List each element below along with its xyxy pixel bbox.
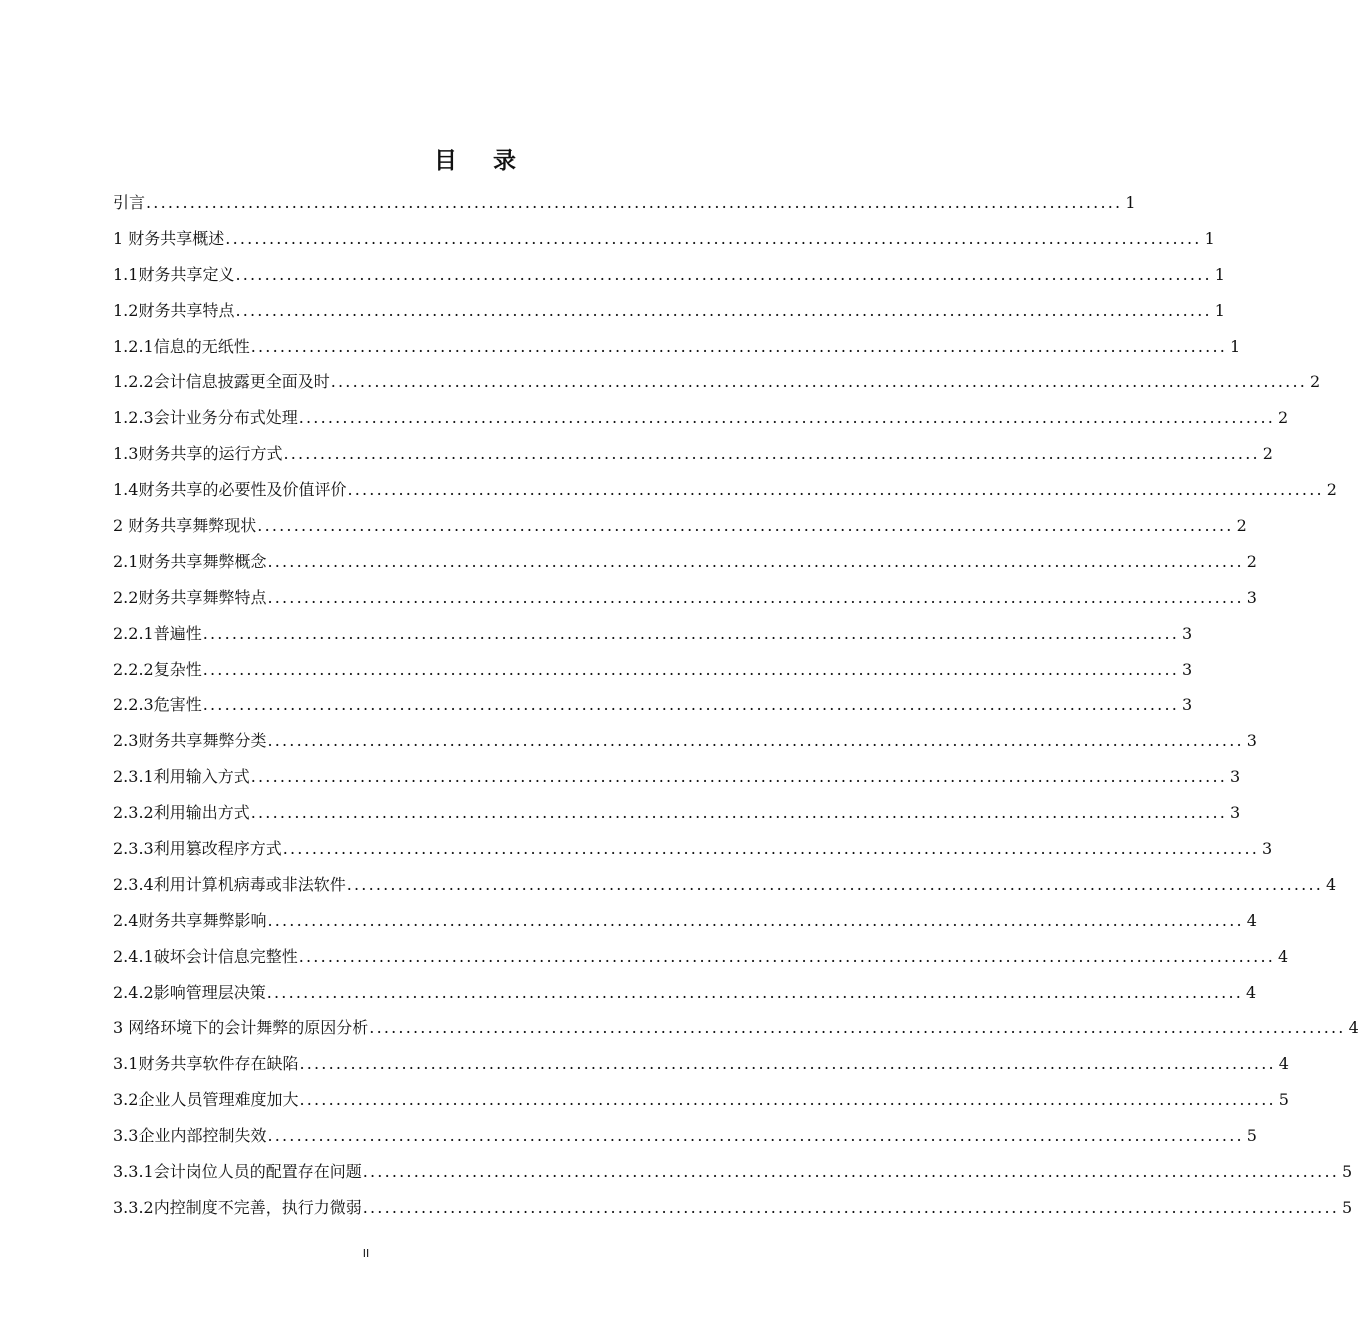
toc-entry[interactable] (113, 800, 1241, 836)
toc-entry[interactable] (113, 585, 1257, 621)
toc-entry-title: 2.3.3利用篡改程序方式 (113, 839, 282, 859)
toc-leader-dots: ...................................................................................................................................... (362, 1162, 1340, 1182)
toc-leader-dots: ...................................................................................................................................... (267, 1126, 1244, 1146)
toc-entry[interactable] (113, 334, 1241, 370)
toc-entry[interactable] (113, 405, 1289, 441)
toc-entry-title: 2.4.1破坏会计信息完整性 (113, 946, 298, 966)
toc-entry[interactable] (113, 1051, 1289, 1087)
table-of-contents (113, 190, 1359, 1231)
toc-entry-page-number: 4 (1278, 946, 1289, 966)
toc-entry-title: 3.2企业人员管理难度加大 (113, 1090, 299, 1110)
toc-entry-title: 2.2财务共享舞弊特点 (113, 587, 267, 607)
toc-entry-page-number: 4 (1246, 982, 1257, 1002)
toc-entry[interactable] (113, 908, 1257, 944)
toc-entry[interactable] (113, 872, 1337, 908)
toc-entry-title: 3.3.2内控制度不完善，执行力微弱 (113, 1197, 362, 1217)
toc-entry-page-number: 5 (1278, 1090, 1289, 1110)
toc-entry[interactable] (113, 1015, 1359, 1051)
toc-entry[interactable] (113, 549, 1257, 585)
toc-entry-page-number: 3 (1246, 587, 1257, 607)
toc-entry-page-number: 1 (1230, 336, 1241, 356)
toc-leader-dots: ...................................................................................................................................... (267, 551, 1244, 571)
toc-leader-dots: ...................................................................................................................................... (298, 946, 1276, 966)
toc-entry[interactable] (113, 477, 1337, 513)
toc-entry-title: 2.3.1利用输入方式 (113, 767, 250, 787)
toc-entry[interactable] (113, 836, 1273, 872)
toc-entry-title: 引言 (113, 193, 146, 212)
toc-entry[interactable] (113, 764, 1241, 800)
toc-entry-title: 1.3财务共享的运行方式 (113, 444, 283, 464)
toc-entry-page-number: 4 (1278, 1054, 1289, 1074)
toc-entry-page-number: 2 (1262, 444, 1273, 464)
toc-entry-title: 1.2财务共享特点 (113, 300, 235, 320)
toc-leader-dots: ...................................................................................................................................... (267, 587, 1244, 607)
toc-entry-title: 2.2.2复杂性 (113, 659, 202, 679)
toc-entry-title: 2.3.4利用计算机病毒或非法软件 (113, 874, 346, 894)
toc-leader-dots: ...................................................................................................................................... (299, 1090, 1276, 1110)
toc-leader-dots: ...................................................................................................................................... (346, 874, 1324, 894)
toc-entry-page-number: 3 (1262, 839, 1273, 859)
toc-leader-dots: ...................................................................................................................................... (282, 839, 1260, 859)
toc-entry[interactable] (113, 441, 1273, 477)
toc-entry-title: 2.4财务共享舞弊影响 (113, 910, 267, 930)
footer-page-number: II (362, 1247, 370, 1260)
toc-entry-page-number: 2 (1246, 551, 1257, 571)
toc-leader-dots: ...................................................................................................................................... (347, 480, 1324, 500)
toc-leader-dots: ...................................................................................................................................... (250, 803, 1228, 823)
toc-entry-page-number: 3 (1230, 803, 1241, 823)
toc-entry-page-number: 2 (1236, 516, 1247, 536)
toc-entry-page-number: 1 (1125, 193, 1136, 212)
toc-entry-title: 1 财务共享概述 (113, 228, 225, 248)
toc-entry-page-number: 2 (1326, 480, 1337, 500)
toc-leader-dots: ...................................................................................................................................... (202, 659, 1180, 679)
toc-entry[interactable] (113, 262, 1225, 298)
toc-leader-dots: ...................................................................................................................................... (235, 264, 1212, 284)
toc-entry[interactable] (113, 190, 1136, 226)
toc-leader-dots: ...................................................................................................................................... (283, 444, 1260, 464)
toc-leader-dots: ...................................................................................................................................... (267, 910, 1244, 930)
toc-entry[interactable] (113, 1195, 1353, 1231)
toc-entry[interactable] (113, 657, 1193, 693)
toc-entry-page-number: 3 (1182, 623, 1193, 643)
toc-entry[interactable] (113, 621, 1193, 657)
toc-leader-dots: ...................................................................................................................................... (235, 300, 1212, 320)
toc-entry-page-number: 3 (1182, 695, 1193, 715)
toc-entry-title: 2.4.2影响管理层决策 (113, 982, 266, 1002)
toc-entry-page-number: 4 (1326, 874, 1337, 894)
toc-leader-dots: ...................................................................................................................................... (250, 336, 1228, 356)
toc-entry[interactable] (113, 513, 1247, 549)
toc-entry-title: 1.4财务共享的必要性及价值评价 (113, 480, 347, 500)
toc-entry-title: 2.2.1普遍性 (113, 623, 202, 643)
toc-leader-dots: ...................................................................................................................................... (266, 982, 1244, 1002)
toc-entry-page-number: 1 (1204, 228, 1215, 248)
toc-entry-page-number: 5 (1342, 1197, 1353, 1217)
toc-entry-page-number: 3 (1246, 731, 1257, 751)
toc-entry-page-number: 5 (1246, 1126, 1257, 1146)
toc-entry-title: 2.3财务共享舞弊分类 (113, 731, 267, 751)
toc-entry[interactable] (113, 298, 1225, 334)
toc-leader-dots: ...................................................................................................................................... (369, 1018, 1346, 1038)
toc-entry-page-number: 5 (1342, 1162, 1353, 1182)
toc-leader-dots: ...................................................................................................................................... (250, 767, 1228, 787)
toc-entry[interactable] (113, 1087, 1289, 1123)
toc-entry-title: 3.3.1会计岗位人员的配置存在问题 (113, 1162, 362, 1182)
toc-entry-page-number: 1 (1214, 300, 1225, 320)
toc-entry-title: 1.1财务共享定义 (113, 264, 235, 284)
toc-entry[interactable] (113, 728, 1257, 764)
toc-leader-dots: ...................................................................................................................................... (146, 193, 1123, 212)
toc-entry-title: 2.1财务共享舞弊概念 (113, 551, 267, 571)
toc-entry-page-number: 3 (1182, 659, 1193, 679)
toc-entry-title: 2 财务共享舞弊现状 (113, 516, 257, 536)
toc-entry-title: 2.3.2利用输出方式 (113, 803, 250, 823)
toc-entry[interactable] (113, 369, 1321, 405)
toc-entry-title: 3.1财务共享软件存在缺陷 (113, 1054, 299, 1074)
toc-entry[interactable] (113, 944, 1289, 980)
toc-leader-dots: ...................................................................................................................................... (298, 408, 1276, 428)
toc-leader-dots: ...................................................................................................................................... (362, 1197, 1340, 1217)
toc-entry-title: 1.2.3会计业务分布式处理 (113, 408, 298, 428)
toc-entry-title: 2.2.3危害性 (113, 695, 202, 715)
toc-leader-dots: ...................................................................................................................................... (267, 731, 1244, 751)
toc-leader-dots: ...................................................................................................................................... (225, 228, 1202, 248)
toc-entry-title: 1.2.2会计信息披露更全面及时 (113, 372, 330, 392)
toc-entry[interactable] (113, 1123, 1257, 1159)
toc-entry-page-number: 2 (1310, 372, 1321, 392)
toc-leader-dots: ...................................................................................................................................... (299, 1054, 1276, 1074)
toc-entry[interactable] (113, 1159, 1353, 1195)
toc-leader-dots: ...................................................................................................................................... (257, 516, 1234, 536)
toc-entry-title: 3.3企业内部控制失效 (113, 1126, 267, 1146)
toc-leader-dots: ...................................................................................................................................... (202, 623, 1180, 643)
toc-entry[interactable] (113, 226, 1215, 262)
toc-entry[interactable] (113, 980, 1257, 1016)
toc-leader-dots: ...................................................................................................................................... (202, 695, 1180, 715)
toc-entry-title: 3 网络环境下的会计舞弊的原因分析 (113, 1018, 369, 1038)
toc-entry-page-number: 2 (1278, 408, 1289, 428)
toc-entry[interactable] (113, 692, 1193, 728)
toc-leader-dots: ...................................................................................................................................... (330, 372, 1308, 392)
page-title: 目 录 (433, 148, 530, 174)
toc-entry-title: 1.2.1信息的无纸性 (113, 336, 250, 356)
toc-entry-page-number: 3 (1230, 767, 1241, 787)
toc-entry-page-number: 4 (1246, 910, 1257, 930)
toc-entry-page-number: 1 (1214, 264, 1225, 284)
toc-entry-page-number: 4 (1348, 1018, 1359, 1038)
